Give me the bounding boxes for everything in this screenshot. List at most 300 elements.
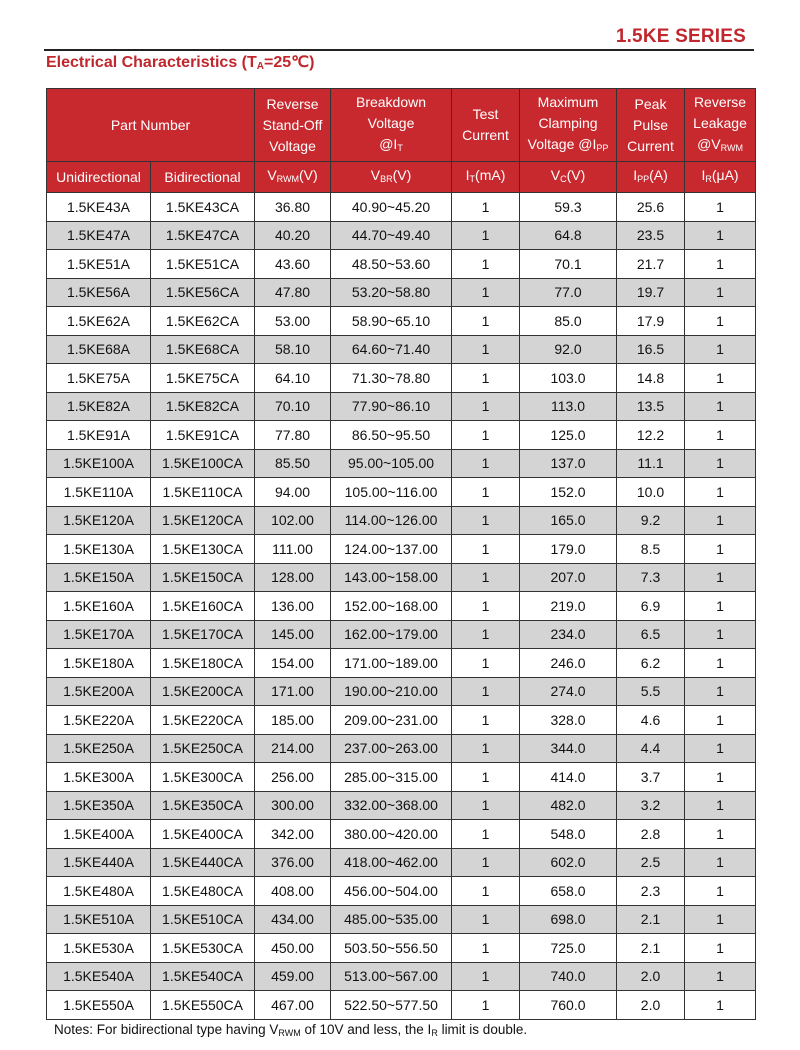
cell-vc-value: 740.0: [520, 962, 617, 991]
cell-vc-value: 602.0: [520, 848, 617, 877]
cell-it-value: 1: [452, 335, 520, 364]
cell-ipp-value: 14.8: [617, 364, 685, 393]
cell-vc-value: 234.0: [520, 620, 617, 649]
cell-unidirectional-part: 1.5KE43A: [47, 193, 151, 222]
cell-ipp-value: 8.5: [617, 535, 685, 564]
cell-vbr-range: 513.00~567.00: [331, 962, 452, 991]
cell-unidirectional-part: 1.5KE440A: [47, 848, 151, 877]
cell-ipp-value: 11.1: [617, 449, 685, 478]
cell-vrwm-value: 467.00: [255, 991, 331, 1020]
cell-vc-value: 414.0: [520, 763, 617, 792]
table-row: [47, 364, 756, 393]
header-line: Current: [462, 127, 509, 143]
cell-vc-value: 219.0: [520, 592, 617, 621]
cell-ir-value: 1: [685, 905, 756, 934]
cell-bidirectional-part: 1.5KE510CA: [151, 905, 255, 934]
cell-unidirectional-part: 1.5KE540A: [47, 962, 151, 991]
cell-it-value: 1: [452, 734, 520, 763]
cell-bidirectional-part: 1.5KE180CA: [151, 649, 255, 678]
cell-it-value: 1: [452, 221, 520, 250]
cell-ipp-value: 4.4: [617, 734, 685, 763]
cell-vbr-range: 58.90~65.10: [331, 307, 452, 336]
cell-vc-value: 92.0: [520, 335, 617, 364]
cell-vrwm-value: 214.00: [255, 734, 331, 763]
table-row: [47, 763, 756, 792]
cell-vc-value: 137.0: [520, 449, 617, 478]
cell-bidirectional-part: 1.5KE51CA: [151, 250, 255, 279]
unit-symbol: V: [550, 166, 561, 183]
cell-bidirectional-part: 1.5KE62CA: [151, 307, 255, 336]
cell-ir-value: 1: [685, 449, 756, 478]
cell-ipp-value: 2.0: [617, 962, 685, 991]
cell-vc-value: 698.0: [520, 905, 617, 934]
section-title-subscript: A: [256, 61, 264, 72]
cell-it-value: 1: [452, 392, 520, 421]
cell-ipp-value: 21.7: [617, 250, 685, 279]
cell-ipp-value: 3.2: [617, 791, 685, 820]
cell-it-value: 1: [452, 934, 520, 963]
cell-bidirectional-part: 1.5KE540CA: [151, 962, 255, 991]
cell-unidirectional-part: 1.5KE100A: [47, 449, 151, 478]
cell-ipp-value: 7.3: [617, 563, 685, 592]
header-divider: [44, 49, 754, 51]
footnote-subscript: RWM: [278, 1028, 301, 1038]
cell-bidirectional-part: 1.5KE56CA: [151, 278, 255, 307]
cell-vrwm-value: 36.80: [255, 193, 331, 222]
cell-bidirectional-part: 1.5KE160CA: [151, 592, 255, 621]
cell-vc-value: 77.0: [520, 278, 617, 307]
footnote-text: Notes: For bidirectional type having V: [54, 1022, 279, 1037]
footnote: [54, 1022, 527, 1038]
cell-ipp-value: 17.9: [617, 307, 685, 336]
header-line: Current: [627, 137, 674, 154]
cell-vrwm-value: 47.80: [255, 278, 331, 307]
cell-unidirectional-part: 1.5KE91A: [47, 421, 151, 450]
cell-vc-value: 482.0: [520, 791, 617, 820]
cell-ir-value: 1: [685, 478, 756, 507]
cell-vc-value: 274.0: [520, 677, 617, 706]
cell-vrwm-value: 77.80: [255, 421, 331, 450]
cell-it-value: 1: [452, 991, 520, 1020]
cell-vbr-range: 143.00~158.00: [331, 563, 452, 592]
cell-bidirectional-part: 1.5KE91CA: [151, 421, 255, 450]
cell-ir-value: 1: [685, 506, 756, 535]
cell-bidirectional-part: 1.5KE75CA: [151, 364, 255, 393]
cell-unidirectional-part: 1.5KE120A: [47, 506, 151, 535]
header-line: Stand-Off: [262, 116, 323, 133]
cell-ir-value: 1: [685, 221, 756, 250]
cell-unidirectional-part: 1.5KE56A: [47, 278, 151, 307]
cell-vrwm-value: 300.00: [255, 791, 331, 820]
cell-vbr-range: 418.00~462.00: [331, 848, 452, 877]
header-ir-unit: [685, 162, 756, 193]
cell-it-value: 1: [452, 278, 520, 307]
cell-vbr-range: 77.90~86.10: [331, 392, 452, 421]
cell-vbr-range: 86.50~95.50: [331, 421, 452, 450]
cell-vrwm-value: 342.00: [255, 820, 331, 849]
table-row: [47, 848, 756, 877]
header-vc-unit: [520, 162, 617, 193]
table-row: [47, 934, 756, 963]
cell-vrwm-value: 40.20: [255, 221, 331, 250]
header-line: Reverse: [266, 95, 319, 112]
cell-vc-value: 658.0: [520, 877, 617, 906]
cell-it-value: 1: [452, 848, 520, 877]
header-line: Voltage: [367, 114, 415, 131]
cell-vbr-range: 171.00~189.00: [331, 649, 452, 678]
cell-bidirectional-part: 1.5KE250CA: [151, 734, 255, 763]
cell-vc-value: 125.0: [520, 421, 617, 450]
header-vrwm-unit: [255, 162, 331, 193]
unit-symbol: I: [633, 166, 638, 183]
header-line: Test: [472, 106, 499, 122]
cell-vrwm-value: 171.00: [255, 677, 331, 706]
cell-ir-value: 1: [685, 193, 756, 222]
unit-symbol: V: [370, 166, 381, 183]
cell-ir-value: 1: [685, 563, 756, 592]
header-line: Peak: [634, 95, 667, 112]
cell-vc-value: 113.0: [520, 392, 617, 421]
cell-vbr-range: 380.00~420.00: [331, 820, 452, 849]
cell-bidirectional-part: 1.5KE130CA: [151, 535, 255, 564]
cell-vc-value: 59.3: [520, 193, 617, 222]
header-subscript: PP: [596, 142, 609, 153]
cell-ipp-value: 2.1: [617, 905, 685, 934]
header-vbr-unit: [331, 162, 452, 193]
cell-vbr-range: 162.00~179.00: [331, 620, 452, 649]
header-unidirectional: Unidirectional: [47, 162, 151, 193]
unit-subscript: RWM: [276, 173, 300, 184]
cell-ipp-value: 2.1: [617, 934, 685, 963]
header-breakdown-voltage: [331, 89, 452, 162]
header-subscript: RWM: [720, 142, 743, 153]
table-row: [47, 392, 756, 421]
table-row: [47, 506, 756, 535]
cell-unidirectional-part: 1.5KE250A: [47, 734, 151, 763]
table-row: [47, 820, 756, 849]
cell-vbr-range: 48.50~53.60: [331, 250, 452, 279]
cell-bidirectional-part: 1.5KE47CA: [151, 221, 255, 250]
cell-vbr-range: 503.50~556.50: [331, 934, 452, 963]
cell-ir-value: 1: [685, 364, 756, 393]
table-row: [47, 335, 756, 364]
cell-vc-value: 165.0: [520, 506, 617, 535]
cell-vrwm-value: 154.00: [255, 649, 331, 678]
unit-suffix: (A): [649, 166, 668, 183]
table-row: [47, 791, 756, 820]
cell-ir-value: 1: [685, 335, 756, 364]
header-peak-pulse-current: [617, 89, 685, 162]
cell-vrwm-value: 136.00: [255, 592, 331, 621]
header-test-current: [452, 89, 520, 162]
cell-bidirectional-part: 1.5KE300CA: [151, 763, 255, 792]
cell-vbr-range: 152.00~168.00: [331, 592, 452, 621]
cell-it-value: 1: [452, 877, 520, 906]
cell-ipp-value: 2.5: [617, 848, 685, 877]
section-title-text: Electrical Characteristics (T: [46, 54, 257, 71]
cell-vrwm-value: 70.10: [255, 392, 331, 421]
cell-bidirectional-part: 1.5KE82CA: [151, 392, 255, 421]
cell-it-value: 1: [452, 421, 520, 450]
cell-vrwm-value: 450.00: [255, 934, 331, 963]
cell-ipp-value: 25.6: [617, 193, 685, 222]
header-line: Breakdown: [355, 93, 427, 110]
cell-unidirectional-part: 1.5KE220A: [47, 706, 151, 735]
header-reverse-standoff-voltage: [255, 89, 331, 162]
cell-ir-value: 1: [685, 962, 756, 991]
table-row: [47, 905, 756, 934]
table-row: [47, 307, 756, 336]
header-line: Leakage: [693, 114, 747, 131]
header-line: Maximum: [537, 93, 599, 110]
cell-it-value: 1: [452, 649, 520, 678]
header-it-unit: [452, 162, 520, 193]
cell-ir-value: 1: [685, 392, 756, 421]
cell-unidirectional-part: 1.5KE160A: [47, 592, 151, 621]
header-line: @V: [697, 135, 721, 152]
cell-vrwm-value: 58.10: [255, 335, 331, 364]
cell-it-value: 1: [452, 820, 520, 849]
cell-ipp-value: 3.7: [617, 763, 685, 792]
cell-vc-value: 344.0: [520, 734, 617, 763]
cell-it-value: 1: [452, 962, 520, 991]
cell-bidirectional-part: 1.5KE200CA: [151, 677, 255, 706]
header-line: Reverse: [693, 93, 747, 110]
cell-ipp-value: 4.6: [617, 706, 685, 735]
unit-suffix: (mA): [475, 166, 506, 183]
table-row: [47, 193, 756, 222]
unit-subscript: PP: [637, 173, 650, 184]
cell-vrwm-value: 43.60: [255, 250, 331, 279]
cell-vrwm-value: 85.50: [255, 449, 331, 478]
cell-it-value: 1: [452, 763, 520, 792]
cell-vc-value: 207.0: [520, 563, 617, 592]
cell-vbr-range: 485.00~535.00: [331, 905, 452, 934]
cell-bidirectional-part: 1.5KE350CA: [151, 791, 255, 820]
group-header-row: [47, 89, 756, 162]
cell-ir-value: 1: [685, 535, 756, 564]
cell-ipp-value: 16.5: [617, 335, 685, 364]
table-row: [47, 877, 756, 906]
table-body: [47, 193, 756, 1020]
cell-it-value: 1: [452, 905, 520, 934]
cell-vbr-range: 237.00~263.00: [331, 734, 452, 763]
table-row: [47, 563, 756, 592]
unit-suffix: (V): [566, 166, 586, 183]
cell-vbr-range: 64.60~71.40: [331, 335, 452, 364]
cell-vbr-range: 44.70~49.40: [331, 221, 452, 250]
cell-vbr-range: 124.00~137.00: [331, 535, 452, 564]
cell-ipp-value: 23.5: [617, 221, 685, 250]
cell-ipp-value: 2.0: [617, 991, 685, 1020]
unit-subscript: BR: [380, 173, 393, 184]
header-line: Voltage @I: [527, 135, 597, 152]
cell-unidirectional-part: 1.5KE170A: [47, 620, 151, 649]
cell-ipp-value: 6.5: [617, 620, 685, 649]
cell-unidirectional-part: 1.5KE62A: [47, 307, 151, 336]
cell-vbr-range: 40.90~45.20: [331, 193, 452, 222]
cell-vbr-range: 522.50~577.50: [331, 991, 452, 1020]
table-row: [47, 991, 756, 1020]
cell-it-value: 1: [452, 620, 520, 649]
cell-ir-value: 1: [685, 278, 756, 307]
unit-subscript: R: [705, 173, 712, 184]
cell-ipp-value: 19.7: [617, 278, 685, 307]
header-ipp-unit: [617, 162, 685, 193]
cell-ipp-value: 2.8: [617, 820, 685, 849]
cell-ir-value: 1: [685, 649, 756, 678]
table-row: [47, 734, 756, 763]
cell-vbr-range: 332.00~368.00: [331, 791, 452, 820]
cell-ipp-value: 12.2: [617, 421, 685, 450]
table-row: [47, 421, 756, 450]
cell-vbr-range: 190.00~210.00: [331, 677, 452, 706]
cell-bidirectional-part: 1.5KE43CA: [151, 193, 255, 222]
cell-vc-value: 64.8: [520, 221, 617, 250]
cell-vrwm-value: 376.00: [255, 848, 331, 877]
table-row: [47, 962, 756, 991]
cell-unidirectional-part: 1.5KE510A: [47, 905, 151, 934]
cell-bidirectional-part: 1.5KE150CA: [151, 563, 255, 592]
cell-bidirectional-part: 1.5KE440CA: [151, 848, 255, 877]
cell-bidirectional-part: 1.5KE68CA: [151, 335, 255, 364]
cell-vrwm-value: 185.00: [255, 706, 331, 735]
table-row: [47, 535, 756, 564]
cell-ir-value: 1: [685, 991, 756, 1020]
unit-suffix: (μA): [711, 166, 739, 183]
unit-symbol: V: [267, 166, 277, 183]
cell-ir-value: 1: [685, 620, 756, 649]
cell-ir-value: 1: [685, 734, 756, 763]
table-row: [47, 250, 756, 279]
cell-ir-value: 1: [685, 307, 756, 336]
cell-vrwm-value: 102.00: [255, 506, 331, 535]
table-row: [47, 221, 756, 250]
cell-ir-value: 1: [685, 250, 756, 279]
cell-it-value: 1: [452, 677, 520, 706]
table-row: [47, 449, 756, 478]
header-subscript: T: [397, 142, 403, 153]
header-reverse-leakage: [685, 89, 756, 162]
table-row: [47, 592, 756, 621]
cell-bidirectional-part: 1.5KE550CA: [151, 991, 255, 1020]
cell-ir-value: 1: [685, 934, 756, 963]
table-row: [47, 649, 756, 678]
cell-it-value: 1: [452, 364, 520, 393]
cell-it-value: 1: [452, 193, 520, 222]
cell-bidirectional-part: 1.5KE220CA: [151, 706, 255, 735]
cell-ir-value: 1: [685, 791, 756, 820]
cell-bidirectional-part: 1.5KE120CA: [151, 506, 255, 535]
cell-bidirectional-part: 1.5KE480CA: [151, 877, 255, 906]
cell-unidirectional-part: 1.5KE400A: [47, 820, 151, 849]
cell-unidirectional-part: 1.5KE200A: [47, 677, 151, 706]
cell-vc-value: 548.0: [520, 820, 617, 849]
cell-it-value: 1: [452, 307, 520, 336]
cell-vc-value: 328.0: [520, 706, 617, 735]
header-bidirectional: Bidirectional: [151, 162, 255, 193]
table-row: [47, 677, 756, 706]
cell-unidirectional-part: 1.5KE350A: [47, 791, 151, 820]
cell-ipp-value: 9.2: [617, 506, 685, 535]
cell-vrwm-value: 145.00: [255, 620, 331, 649]
cell-it-value: 1: [452, 449, 520, 478]
cell-unidirectional-part: 1.5KE47A: [47, 221, 151, 250]
header-max-clamping-voltage: [520, 89, 617, 162]
cell-vrwm-value: 256.00: [255, 763, 331, 792]
cell-vbr-range: 105.00~116.00: [331, 478, 452, 507]
cell-ir-value: 1: [685, 763, 756, 792]
cell-ir-value: 1: [685, 592, 756, 621]
unit-suffix: (V): [392, 166, 412, 183]
cell-bidirectional-part: 1.5KE170CA: [151, 620, 255, 649]
unit-suffix: (V): [299, 166, 318, 183]
header-line: @I: [379, 135, 398, 152]
header-line: Pulse: [633, 116, 669, 133]
cell-vc-value: 152.0: [520, 478, 617, 507]
cell-unidirectional-part: 1.5KE300A: [47, 763, 151, 792]
unit-header-row: [47, 162, 756, 193]
cell-unidirectional-part: 1.5KE82A: [47, 392, 151, 421]
cell-vbr-range: 95.00~105.00: [331, 449, 452, 478]
cell-vc-value: 70.1: [520, 250, 617, 279]
cell-ipp-value: 13.5: [617, 392, 685, 421]
cell-ipp-value: 6.2: [617, 649, 685, 678]
cell-vc-value: 725.0: [520, 934, 617, 963]
cell-ir-value: 1: [685, 677, 756, 706]
cell-it-value: 1: [452, 250, 520, 279]
cell-bidirectional-part: 1.5KE100CA: [151, 449, 255, 478]
cell-unidirectional-part: 1.5KE150A: [47, 563, 151, 592]
unit-symbol: I: [465, 166, 470, 183]
unit-symbol: I: [701, 166, 706, 183]
header-line: Clamping: [538, 114, 598, 131]
cell-vbr-range: 285.00~315.00: [331, 763, 452, 792]
cell-vrwm-value: 53.00: [255, 307, 331, 336]
cell-it-value: 1: [452, 592, 520, 621]
cell-unidirectional-part: 1.5KE68A: [47, 335, 151, 364]
cell-unidirectional-part: 1.5KE75A: [47, 364, 151, 393]
header-part-number: Part Number: [47, 89, 255, 162]
cell-it-value: 1: [452, 506, 520, 535]
cell-vrwm-value: 94.00: [255, 478, 331, 507]
cell-vbr-range: 209.00~231.00: [331, 706, 452, 735]
cell-vc-value: 246.0: [520, 649, 617, 678]
cell-it-value: 1: [452, 535, 520, 564]
cell-ir-value: 1: [685, 421, 756, 450]
cell-ir-value: 1: [685, 820, 756, 849]
footnote-text: of 10V and less, the I: [300, 1022, 432, 1037]
table-row: [47, 278, 756, 307]
cell-unidirectional-part: 1.5KE51A: [47, 250, 151, 279]
cell-ir-value: 1: [685, 706, 756, 735]
cell-ipp-value: 2.3: [617, 877, 685, 906]
cell-vbr-range: 71.30~78.80: [331, 364, 452, 393]
cell-ir-value: 1: [685, 877, 756, 906]
cell-it-value: 1: [452, 563, 520, 592]
cell-vc-value: 85.0: [520, 307, 617, 336]
footnote-subscript: R: [431, 1028, 438, 1038]
electrical-characteristics-table: [46, 88, 756, 1020]
series-title: 1.5KE SERIES: [615, 26, 746, 47]
unit-subscript: T: [469, 173, 476, 184]
cell-bidirectional-part: 1.5KE110CA: [151, 478, 255, 507]
cell-it-value: 1: [452, 791, 520, 820]
cell-it-value: 1: [452, 478, 520, 507]
cell-unidirectional-part: 1.5KE110A: [47, 478, 151, 507]
cell-unidirectional-part: 1.5KE530A: [47, 934, 151, 963]
cell-ipp-value: 10.0: [617, 478, 685, 507]
